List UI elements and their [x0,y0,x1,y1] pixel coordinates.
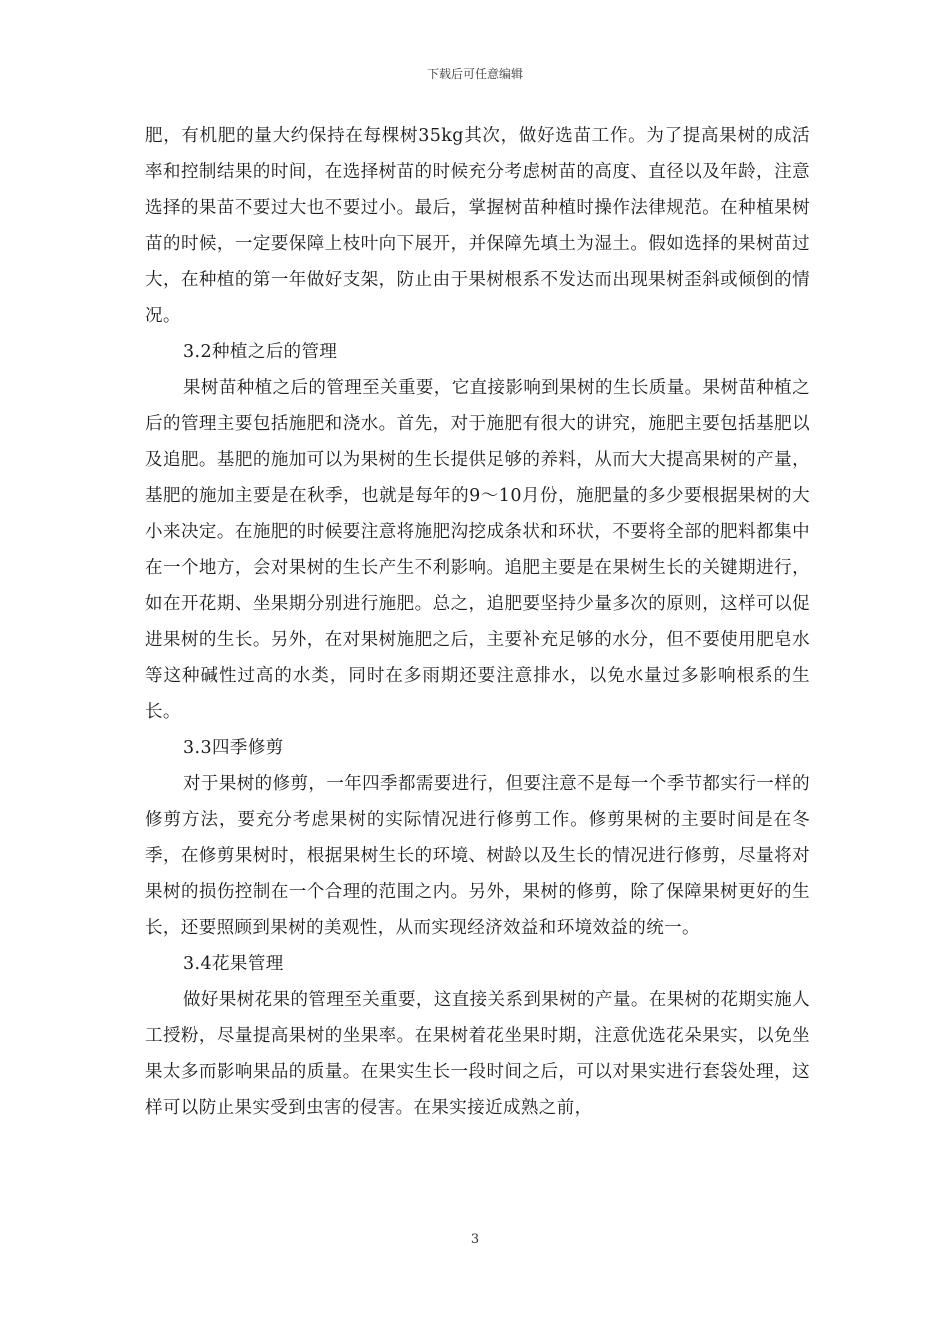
section-heading-3-2: 3.2种植之后的管理 [183,342,338,362]
paragraph-post-planting-management: 果树苗种植之后的管理至关重要，它直接影响到果树的生长质量。果树苗种植之后的管理主要包括施肥和浇水。首先，对于施肥有很大的讲究，施肥主要包括基肥以及追肥。基肥的施加可以为果树的生长提供足够的养料，从而大大提高果树的产量，基肥的施加主要是在秋季，也就是每年的9～10月份，施肥量的多少要根据果树的大小来决定。在施肥的时候要注意将施肥沟挖成条状和环状，不要将全部的肥料都集中在一个地方，会对果树的生长产生不利影响。追肥主要是在果树生长的关键期进行，如在开花期、坐果期分别进行施肥。总之，追肥要坚持少量多次的原则，这样可以促进果树的生长。另外，在对果树施肥之后，主要补充足够的水分，但不要使用肥皂水等这种碱性过高的水类，同时在多雨期还要注意排水，以免水量过多影响根系的生长。 [145,378,810,722]
section-heading-3-4: 3.4花果管理 [183,954,284,974]
document-body [145,118,810,1126]
page-header: 下载后可任意编辑 [426,67,523,81]
page-number: 3 [470,1232,480,1247]
paragraph-planting-continued: 肥，有机肥的量大约保持在每棵树35kg其次，做好选苗工作。为了提高果树的成活率和控制结果的时间，在选择树苗的时候充分考虑树苗的高度、直径以及年龄，注意选择的果苗不要过大也不要过小。最后，掌握树苗种植时操作法律规范。在种植果树苗的时候，一定要保障上枝叶向下展开，并保障先填土为湿土。假如选择的果树苗过大，在种植的第一年做好支架，防止由于果树根系不发达而出现果树歪斜或倾倒的情况。 [145,126,810,326]
paragraph-seasonal-pruning: 对于果树的修剪，一年四季都需要进行，但要注意不是每一个季节都实行一样的修剪方法，要充分考虑果树的实际情况进行修剪工作。修剪果树的主要时间是在冬季，在修剪果树时，根据果树生长的环境、树龄以及生长的情况进行修剪，尽量将对果树的损伤控制在一个合理的范围之内。另外，果树的修剪，除了保障果树更好的生长，还要照顾到果树的美观性，从而实现经济效益和环境效益的统一。 [145,774,810,938]
paragraph-flower-fruit-management: 做好果树花果的管理至关重要，这直接关系到果树的产量。在果树的花期实施人工授粉，尽量提高果树的坐果率。在果树着花坐果时期，注意优选花朵果实，以免坐果太多而影响果品的质量。在果实生长一段时间之后，可以对果实进行套袋处理，这样可以防止果实受到虫害的侵害。在果实接近成熟之前， [145,990,810,1118]
section-heading-3-3: 3.3四季修剪 [183,738,284,758]
